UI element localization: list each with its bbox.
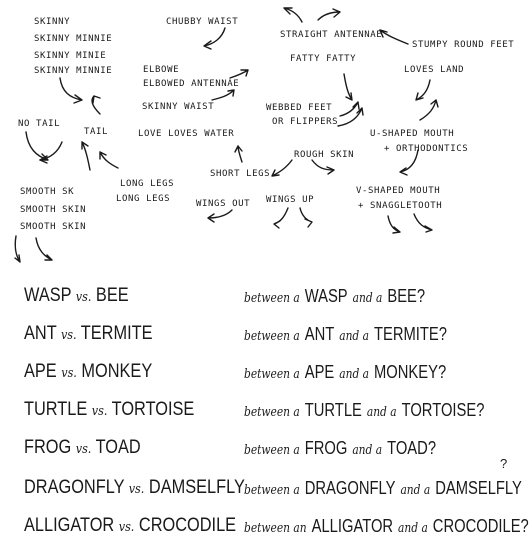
animal-a: DRAGONFLY [304, 478, 396, 498]
note-skinny-minnie-2: SKINNY MINNIE [34, 66, 113, 76]
animal-b: TOAD [387, 438, 428, 458]
animal-a: FROG [24, 437, 72, 458]
between-text: between a [244, 329, 300, 344]
question-mark: ? [416, 286, 426, 306]
note-smooth-skin-2: SMOOTH SKIN [20, 222, 87, 232]
arrow [212, 90, 234, 100]
comparison-row [0, 358, 520, 394]
question [244, 282, 425, 313]
pair-label [24, 358, 152, 388]
animal-b: TERMITE [80, 323, 153, 344]
and-text: and a [398, 521, 428, 536]
between-text: between a [244, 483, 300, 498]
note-webbed-feet: WEBBED FEET [266, 103, 333, 113]
vs-text: vs. [128, 482, 145, 497]
vs-text: vs. [91, 404, 108, 419]
animal-a: ANT [24, 323, 57, 344]
vs-text: vs. [61, 366, 77, 381]
note-long-legs: LONG LEGS [120, 179, 175, 189]
note-u-shaped-mouth: U-SHAPED MOUTH [370, 129, 455, 139]
animal-b: TORTOISE [401, 400, 477, 420]
pair-label [24, 320, 153, 350]
arrow [416, 80, 430, 100]
arrow [420, 100, 438, 120]
question-mark: ? [500, 456, 508, 471]
pair-label [24, 512, 236, 542]
note-wings-out: WINGS OUT [196, 199, 251, 209]
arrow [340, 102, 359, 116]
arrow [414, 214, 432, 232]
arrow [40, 142, 62, 163]
between-text: between a [244, 291, 300, 306]
note-elbowed-antennae: ELBOWED ANTENNAE [143, 79, 240, 89]
arrow [36, 238, 52, 260]
question [244, 434, 436, 465]
note-no-tail: NO TAIL [18, 119, 61, 129]
and-text: and a [339, 329, 369, 344]
note-fatty-fatty: FATTY FATTY [290, 54, 357, 64]
animal-b: MONKEY [373, 362, 438, 382]
arrow [82, 142, 90, 170]
animal-b: BEE [95, 285, 129, 306]
and-text: and a [352, 291, 383, 306]
note-rough-skin: ROUGH SKIN [294, 150, 355, 160]
arrow [208, 210, 232, 222]
question [244, 358, 446, 389]
note-short-legs: SHORT LEGS [210, 169, 271, 179]
animal-a: APE [304, 362, 335, 382]
animal-a: ANT [304, 324, 335, 344]
between-text: between a [244, 367, 300, 382]
animal-b: TERMITE [373, 324, 439, 344]
note-orthodontics: + ORTHODONTICS [384, 144, 469, 154]
note-stumpy-round-feet: STUMPY ROUND FEET [412, 40, 515, 50]
note-v-shaped-mouth: V-SHAPED MOUTH [356, 186, 441, 196]
arrow [344, 74, 352, 100]
arrow [284, 8, 302, 22]
arrow [92, 96, 100, 114]
arrow [318, 9, 340, 20]
and-text: and a [366, 405, 397, 420]
question-mark: ? [437, 362, 447, 382]
pair-label [24, 282, 129, 312]
question-mark: ? [427, 438, 437, 458]
question [244, 474, 522, 505]
animal-a: APE [24, 361, 57, 382]
vs-text: vs. [75, 442, 92, 457]
note-wings-up: WINGS UP [266, 195, 315, 205]
animal-b: CROCODILE [138, 515, 237, 536]
note-chubby-waist: CHUBBY WAIST [166, 17, 239, 27]
between-text: between an [244, 521, 307, 536]
note-skinny-waist: SKINNY WAIST [142, 102, 215, 112]
question [244, 512, 529, 543]
arrow [274, 208, 288, 228]
arrow [300, 208, 312, 227]
arrow [388, 216, 400, 233]
animal-a: WASP [24, 285, 72, 306]
arrow [100, 152, 118, 168]
arrow [380, 30, 408, 44]
and-text: and a [339, 367, 370, 382]
animal-a: ALLIGATOR [311, 516, 394, 536]
comparison-row [0, 434, 520, 470]
question [244, 320, 447, 351]
question-mark: ? [438, 324, 447, 344]
pair-label [24, 474, 245, 504]
question-mark: ? [520, 516, 529, 536]
vs-text: vs. [60, 328, 77, 343]
arrow [60, 78, 82, 103]
vs-text: vs. [118, 520, 135, 535]
animal-b: TORTOISE [111, 399, 195, 420]
animal-a: TURTLE [24, 399, 88, 420]
note-smooth-sk: SMOOTH SK [20, 187, 75, 197]
animal-b: TOAD [95, 437, 141, 458]
note-straight-antennae: STRAIGHT ANTENNAE [280, 30, 383, 40]
and-text: and a [352, 443, 383, 458]
animal-b: BEE [387, 286, 417, 306]
note-love-loves-water: LOVE LOVES WATER [138, 129, 235, 139]
comparison-row [0, 512, 529, 548]
animal-a: ALLIGATOR [24, 515, 115, 536]
between-text: between a [244, 405, 300, 420]
note-long-legs-2: LONG LEGS [116, 194, 171, 204]
note-skinny: SKINNY [34, 17, 71, 27]
comparison-row [0, 282, 520, 318]
animal-b: CROCODILE [432, 516, 521, 536]
animal-b: MONKEY [81, 361, 153, 382]
note-elbowe: ELBOWE [143, 65, 180, 75]
animal-a: DRAGONFLY [24, 477, 125, 498]
question-mark: ? [476, 400, 485, 420]
animal-b: DAMSELFLY [148, 477, 245, 498]
between-text: between a [244, 443, 300, 458]
note-skinny-minnie: SKINNY MINNIE [34, 34, 113, 44]
pair-label [24, 434, 141, 464]
note-tail: TAIL [84, 127, 109, 137]
pair-label [24, 396, 194, 426]
arrow [272, 160, 292, 176]
arrow [230, 70, 248, 78]
note-loves-land: LOVES LAND [404, 65, 465, 75]
question [244, 396, 484, 427]
arrow [204, 28, 225, 49]
arrow [312, 160, 334, 174]
animal-b: DAMSELFLY [435, 478, 522, 498]
arrow [235, 146, 242, 162]
comparison-row [0, 456, 522, 510]
comparison-row [0, 396, 520, 432]
comparison-row [0, 320, 520, 356]
note-or-flippers: OR FLIPPERS [272, 117, 339, 127]
animal-a: TURTLE [304, 400, 362, 420]
animal-a: WASP [304, 286, 348, 306]
arrow [15, 236, 20, 262]
animal-a: FROG [304, 438, 348, 458]
arrow [26, 132, 48, 160]
note-smooth-skin: SMOOTH SKIN [20, 205, 87, 215]
and-text: and a [400, 483, 431, 498]
note-snaggletooth: + SNAGGLETOOTH [358, 201, 443, 211]
note-skinny-minie: SKINNY MINIE [34, 51, 107, 61]
vs-text: vs. [75, 290, 92, 305]
